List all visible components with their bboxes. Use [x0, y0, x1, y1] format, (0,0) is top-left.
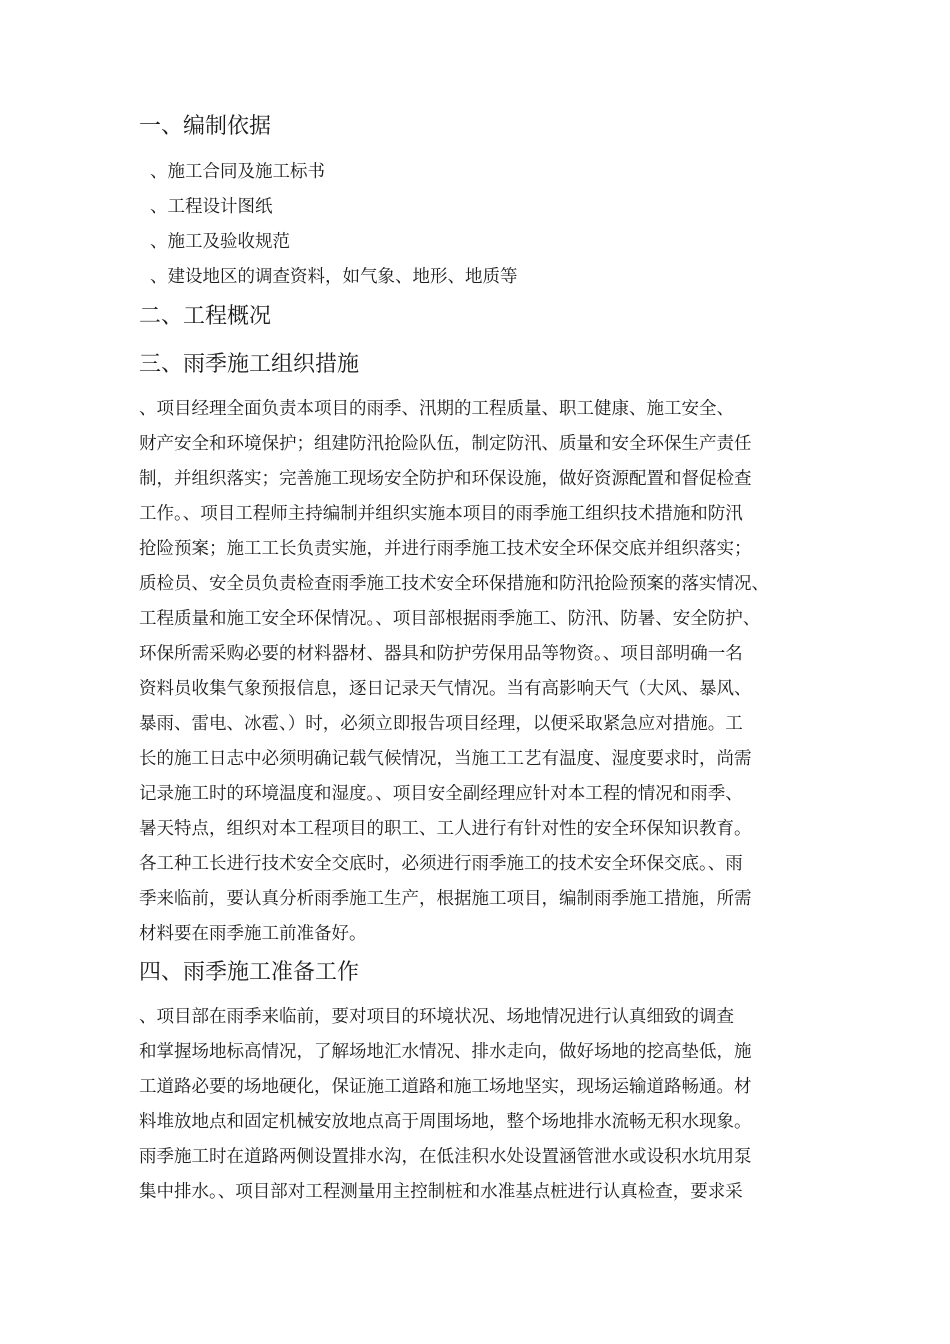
- paragraph-line: 各工种工长进行技术安全交底时，必须进行雨季施工的技术安全环保交底。、雨: [139, 854, 743, 874]
- paragraph-line: 暑天特点，组织对本工程项目的职工、工人进行有针对性的安全环保知识教育。: [139, 819, 752, 839]
- paragraph-line: 资料员收集气象预报信息，逐日记录天气情况。当有高影响天气（大风、暴风、: [139, 679, 752, 699]
- paragraph-line: 工程质量和施工安全环保情况。、项目部根据雨季施工、防汛、防暑、安全防护、: [139, 609, 761, 629]
- list-item: 、施工及验收规范: [150, 232, 290, 252]
- paragraph-line: 材料要在雨季施工前准备好。: [139, 924, 367, 944]
- section-heading-organization: 三、雨季施工组织措施: [139, 352, 360, 377]
- list-item: 、施工合同及施工标书: [150, 162, 325, 182]
- paragraph-line: 暴雨、雷电、冰雹、）时，必须立即报告项目经理，以便采取紧急应对措施。工: [139, 714, 743, 734]
- paragraph-line: 质检员、安全员负责检查雨季施工技术安全环保措施和防汛抢险预案的落实情况、: [139, 574, 769, 594]
- paragraph-line: 季来临前，要认真分析雨季施工生产，根据施工项目，编制雨季施工措施，所需: [139, 889, 752, 909]
- section-heading-basis: 一、编制依据: [139, 114, 272, 139]
- paragraph-line: 、项目部在雨季来临前，要对项目的环境状况、场地情况进行认真细致的调查: [139, 1007, 734, 1027]
- section-heading-overview: 二、工程概况: [139, 304, 272, 329]
- paragraph-line: 制，并组织落实；完善施工现场安全防护和环保设施，做好资源配置和督促检查: [139, 469, 752, 489]
- paragraph-line: 和掌握场地标高情况，了解场地汇水情况、排水走向，做好场地的挖高垫低，施: [139, 1042, 752, 1062]
- list-item: 、工程设计图纸: [150, 197, 273, 217]
- paragraph-line: 集中排水。、项目部对工程测量用主控制桩和水准基点桩进行认真检查，要求采: [139, 1182, 743, 1202]
- paragraph-line: 雨季施工时在道路两侧设置排水沟，在低洼积水处设置涵管泄水或设积水坑用泵: [139, 1147, 752, 1167]
- list-item: 、建设地区的调查资料，如气象、地形、地质等: [150, 267, 518, 287]
- paragraph-line: 料堆放地点和固定机械安放地点高于周围场地，整个场地排水流畅无积水现象。: [139, 1112, 752, 1132]
- paragraph-line: 长的施工日志中必须明确记载气候情况，当施工工艺有温度、湿度要求时，尚需: [139, 749, 752, 769]
- paragraph-line: 财产安全和环境保护；组建防汛抢险队伍，制定防汛、质量和安全环保生产责任: [139, 434, 752, 454]
- section-heading-preparation: 四、雨季施工准备工作: [139, 960, 360, 985]
- paragraph-line: 记录施工时的环境温度和湿度。、项目安全副经理应针对本工程的情况和雨季、: [139, 784, 743, 804]
- paragraph-line: 环保所需采购必要的材料器材、器具和防护劳保用品等物资。、项目部明确一名: [139, 644, 743, 664]
- paragraph-line: 工道路必要的场地硬化，保证施工道路和施工场地坚实，现场运输道路畅通。材: [139, 1077, 752, 1097]
- paragraph-line: 、项目经理全面负责本项目的雨季、汛期的工程质量、职工健康、施工安全、: [139, 399, 734, 419]
- paragraph-line: 抢险预案；施工工长负责实施，并进行雨季施工技术安全环保交底并组织落实；: [139, 539, 752, 559]
- paragraph-line: 工作。、项目工程师主持编制并组织实施本项目的雨季施工组织技术措施和防汛: [139, 504, 743, 524]
